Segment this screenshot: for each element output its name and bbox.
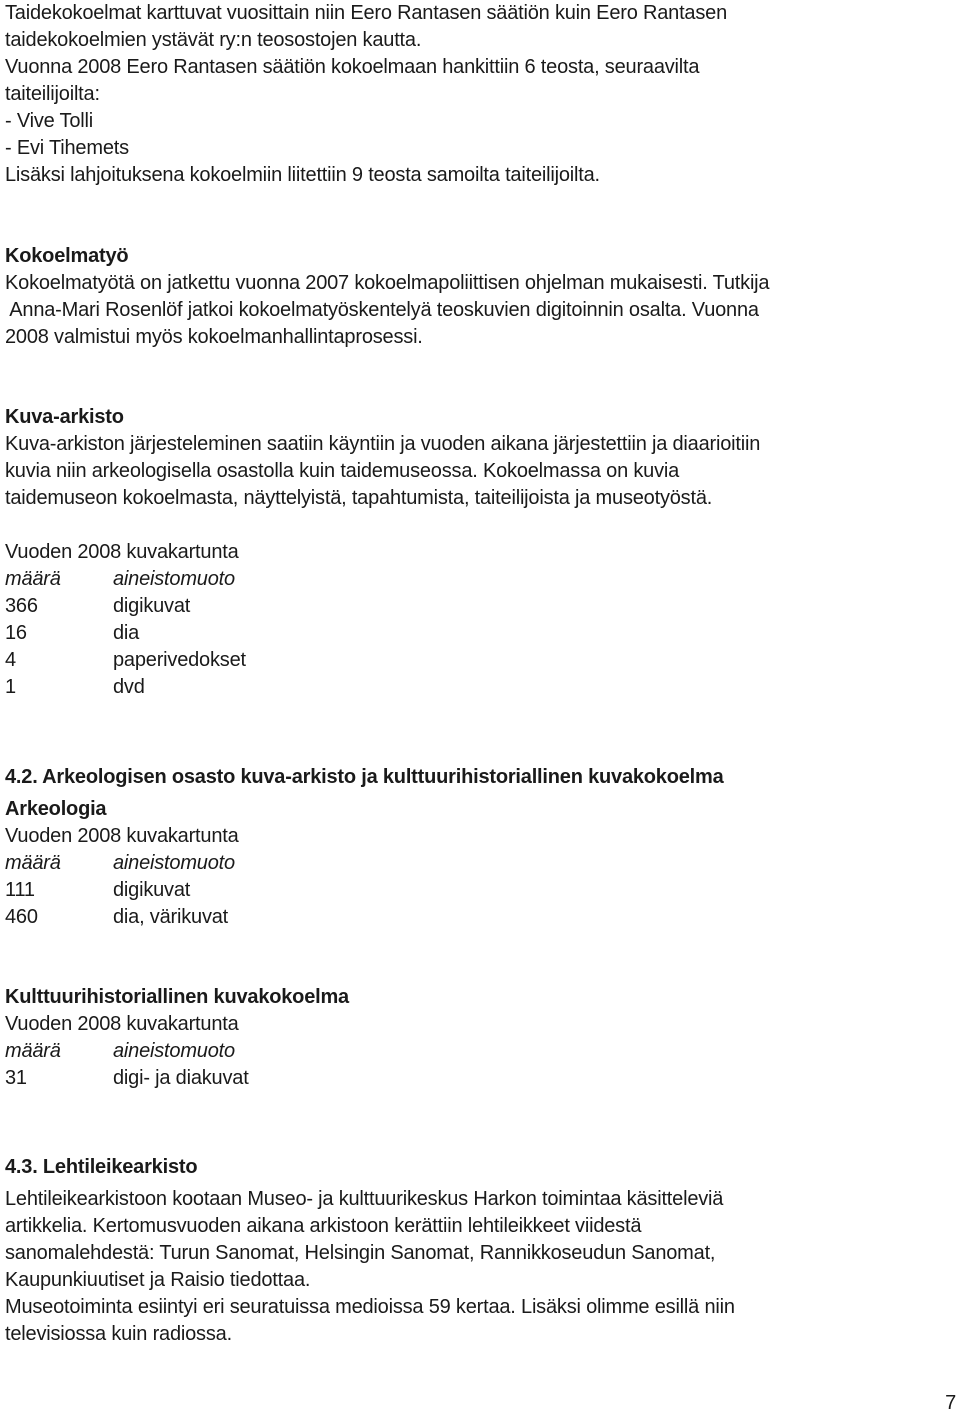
kuva-arkisto-line: taidemuseon kokoelmasta, näyttelyistä, tapahtumista, taiteilijoista ja museotyöstä. (5, 487, 713, 509)
intro-line: - Vive Tolli (5, 110, 94, 132)
col-type-header: aineistomuoto (113, 852, 235, 874)
col-amount-header: määrä (5, 852, 61, 874)
section-43-line: Museotoiminta esiintyi eri seuratuissa medioissa 59 kertaa. Lisäksi olimme esillä niin (5, 1296, 735, 1318)
section-43-line: televisiossa kuin radiossa. (5, 1323, 232, 1345)
type-cell: digikuvat (113, 595, 191, 617)
type-cell: dia, värikuvat (113, 906, 229, 928)
section-43-line: artikkelia. Kertomusvuoden aikana arkistoon kerättiin lehtileikkeet viidestä (5, 1215, 642, 1237)
intro-line: Taidekokoelmat karttuvat vuosittain niin Eero Rantasen säätiön kuin Eero Rantasen (5, 2, 728, 24)
type-cell: paperivedokset (113, 649, 246, 671)
kokoelmatyo-line: Anna-Mari Rosenlöf jatkoi kokoelmatyöskentelyä teoskuvien digitoinnin osalta. Vuonna (5, 299, 759, 321)
amount-cell: 31 (5, 1067, 27, 1089)
amount-cell: 16 (5, 622, 27, 644)
table-title: Vuoden 2008 kuvakartunta (5, 541, 239, 563)
section-43-line: Lehtileikearkistoon kootaan Museo- ja kulttuurikeskus Harkon toimintaa käsitteleviä (5, 1188, 724, 1210)
kulttuuri-heading: Kulttuurihistoriallinen kuvakokoelma (5, 986, 349, 1008)
section-42-heading: 4.2. Arkeologisen osasto kuva-arkisto ja kulttuurihistoriallinen kuvakokoelma (5, 766, 724, 788)
intro-line: Vuonna 2008 Eero Rantasen säätiön kokoelmaan hankittiin 6 teosta, seuraavilta (5, 56, 700, 78)
amount-cell: 460 (5, 906, 38, 928)
type-cell: digi- ja diakuvat (113, 1067, 249, 1089)
page-number: 7 (945, 1392, 956, 1414)
amount-cell: 111 (5, 879, 35, 901)
type-cell: dvd (113, 676, 145, 698)
amount-cell: 1 (5, 676, 16, 698)
type-cell: digikuvat (113, 879, 191, 901)
intro-line: Lisäksi lahjoituksena kokoelmiin liitettiin 9 teosta samoilta taiteilijoilta. (5, 164, 600, 186)
col-amount-header: määrä (5, 568, 61, 590)
section-43-heading: 4.3. Lehtileikearkisto (5, 1156, 198, 1178)
type-cell: dia (113, 622, 140, 644)
section-43-line: Kaupunkiuutiset ja Raisio tiedottaa. (5, 1269, 311, 1291)
kuva-arkisto-line: Kuva-arkiston järjesteleminen saatiin käyntiin ja vuoden aikana järjestettiin ja diaarioitiin (5, 433, 761, 455)
kokoelmatyo-heading: Kokoelmatyö (5, 245, 129, 267)
kokoelmatyo-line: 2008 valmistui myös kokoelmanhallintaprosessi. (5, 326, 423, 348)
amount-cell: 4 (5, 649, 16, 671)
col-type-header: aineistomuoto (113, 568, 235, 590)
col-type-header: aineistomuoto (113, 1040, 235, 1062)
amount-cell: 366 (5, 595, 38, 617)
kuva-arkisto-line: kuvia niin arkeologisella osastolla kuin taidemuseossa. Kokoelmassa on kuvia (5, 460, 680, 482)
table-title: Vuoden 2008 kuvakartunta (5, 825, 239, 847)
table-title: Vuoden 2008 kuvakartunta (5, 1013, 239, 1035)
kokoelmatyo-line: Kokoelmatyötä on jatkettu vuonna 2007 kokoelmapoliittisen ohjelman mukaisesti. Tutkija (5, 272, 770, 294)
arkeologia-heading: Arkeologia (5, 798, 107, 820)
intro-line: - Evi Tihemets (5, 137, 129, 159)
intro-line: taidekokoelmien ystävät ry:n teosostojen kautta. (5, 29, 422, 51)
section-43-line: sanomalehdestä: Turun Sanomat, Helsingin Sanomat, Rannikkoseudun Sanomat, (5, 1242, 716, 1264)
kuva-arkisto-heading: Kuva-arkisto (5, 406, 124, 428)
intro-line: taiteilijoilta: (5, 83, 100, 105)
col-amount-header: määrä (5, 1040, 61, 1062)
